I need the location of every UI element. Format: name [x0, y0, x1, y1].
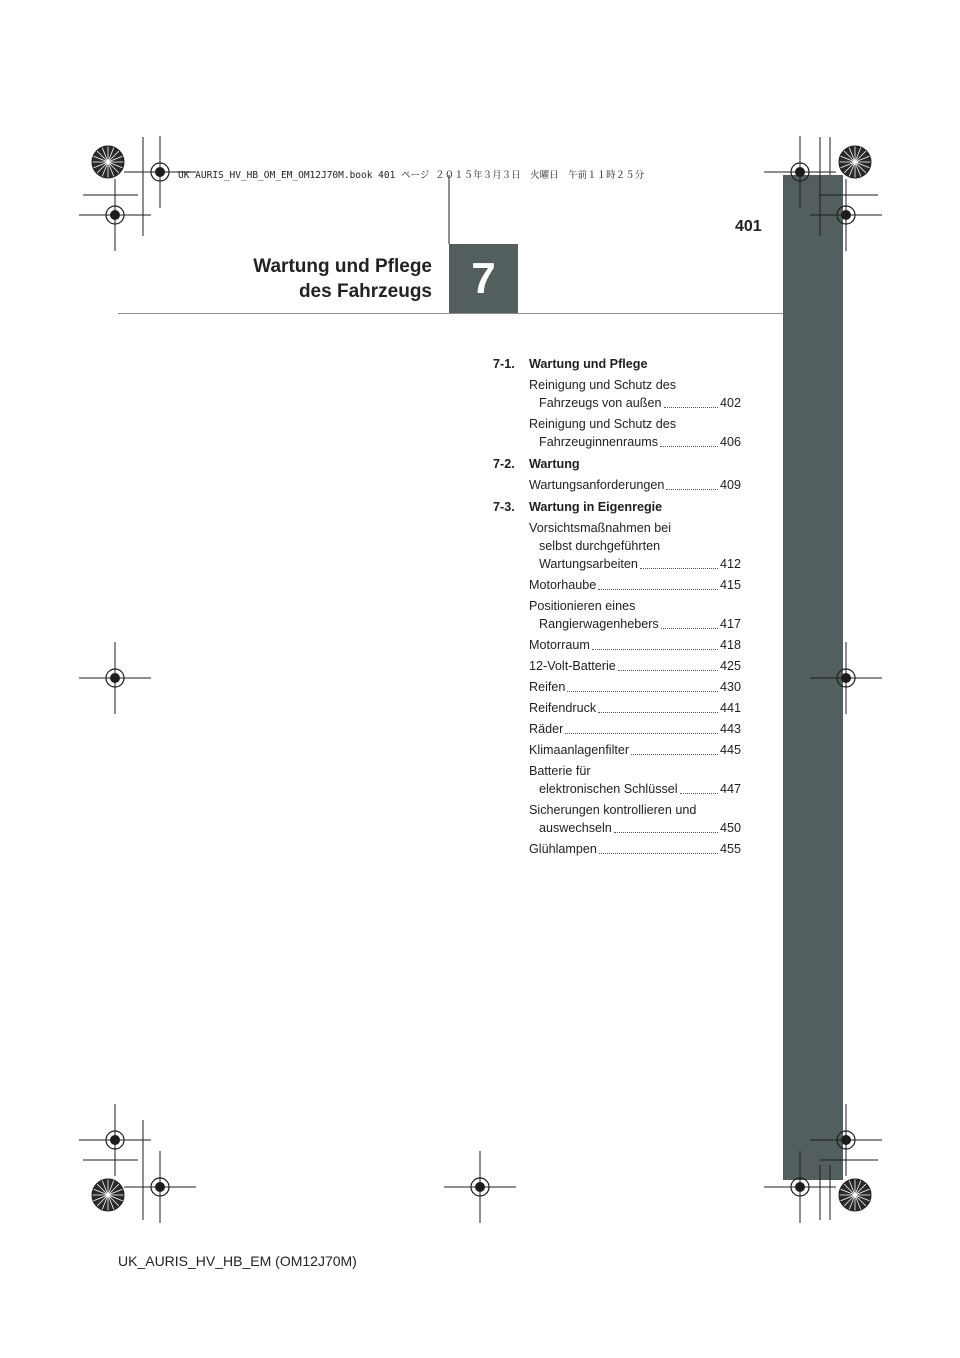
toc-entry-text: auswechseln [539, 821, 612, 835]
toc-page-number: 441 [719, 701, 741, 715]
toc-entry-text: Positionieren eines [529, 599, 636, 613]
toc-entry-text: Motorraum [529, 638, 590, 652]
toc-page-number: 445 [719, 743, 741, 757]
toc-entry-text: Reifendruck [529, 701, 597, 715]
toc-entry-text: Wartungsanforderungen [529, 478, 665, 492]
toc-entry-text: Batterie für [529, 764, 591, 778]
toc-page-number: 443 [719, 722, 741, 736]
crop-lines [83, 137, 878, 1220]
star-mark-bottom-left [92, 1179, 124, 1211]
toc-page-number: 406 [719, 435, 741, 449]
toc-page-number: 425 [719, 659, 741, 673]
reg-mark-mid-right [810, 642, 882, 714]
toc-entry-text: Motorhaube [529, 578, 597, 592]
reg-mark-top-right [764, 136, 836, 208]
toc-entry-text: selbst durchgeführten [539, 539, 661, 553]
toc-entry-text: Räder [529, 722, 564, 736]
toc-page-number: 450 [719, 821, 741, 835]
chapter-number: 7 [471, 254, 496, 303]
chapter-title-line-2: des Fahrzeugs [298, 281, 432, 302]
toc-entry-text: Reinigung und Schutz des [529, 417, 677, 431]
toc-entry-text: Fahrzeugs von außen [539, 396, 662, 410]
print-header: UK AURIS_HV_HB_OM_EM_OM12J70M.book 401 ページ ２０１５年３月３日 火曜日 午前１１時２５分 [178, 170, 645, 181]
page-number: 401 [735, 218, 762, 235]
toc-page-number: 409 [719, 478, 741, 492]
reg-mark-top-left-2 [79, 179, 151, 251]
reg-mark-bottom-left-2 [124, 1151, 196, 1223]
reg-mark-bottom-left [79, 1104, 151, 1176]
star-mark-top-left [92, 146, 124, 178]
star-mark-bottom-right [839, 1179, 871, 1211]
toc-page-number: 447 [719, 782, 741, 796]
toc-page-number: 417 [719, 617, 741, 631]
toc-page-number: 455 [719, 842, 741, 856]
toc-entry-text: Glühlampen [529, 842, 597, 856]
footer-model-code: UK_AURIS_HV_HB_EM (OM12J70M) [118, 1253, 357, 1269]
toc-section-title: Wartung in Eigenregie [529, 500, 663, 514]
reg-mark-mid-left [79, 642, 151, 714]
toc-section-title: Wartung und Pflege [529, 357, 648, 371]
toc-page-number: 418 [719, 638, 741, 652]
reg-mark-top-right-2 [810, 179, 882, 251]
toc-page-number: 402 [719, 396, 741, 410]
chapter-title-line-1: Wartung und Pflege [253, 256, 432, 277]
toc-entry-text: Wartungsarbeiten [539, 557, 638, 571]
toc-entry-text: Fahrzeuginnenraums [539, 435, 659, 449]
toc-entry-text: Reinigung und Schutz des [529, 378, 677, 392]
star-mark-top-right [839, 146, 871, 178]
toc-section-number: 7-2. [493, 457, 515, 471]
toc-section-number: 7-1. [493, 357, 515, 371]
toc-entry-text: Rangierwagenhebers [539, 617, 659, 631]
toc-page-number: 430 [719, 680, 741, 694]
toc-entry-text: elektronischen Schlüssel [539, 782, 678, 796]
toc-entry-text: Klimaanlagenfilter [529, 743, 630, 757]
toc-page-number: 415 [719, 578, 741, 592]
toc-entry-text: Vorsichtsmaßnahmen bei [529, 521, 672, 535]
reg-mark-top-left [124, 136, 196, 208]
reg-mark-bottom-center [444, 1151, 516, 1223]
reg-mark-bottom-right [810, 1104, 882, 1176]
toc-entry-text: Reifen [529, 680, 566, 694]
toc-section-title: Wartung [529, 457, 580, 471]
toc-entry-text: 12-Volt-Batterie [529, 659, 616, 673]
reg-mark-bottom-right-2 [764, 1151, 836, 1223]
toc-page-number: 412 [719, 557, 741, 571]
toc-section-number: 7-3. [493, 500, 515, 514]
toc-entry-text: Sicherungen kontrollieren und [529, 803, 697, 817]
